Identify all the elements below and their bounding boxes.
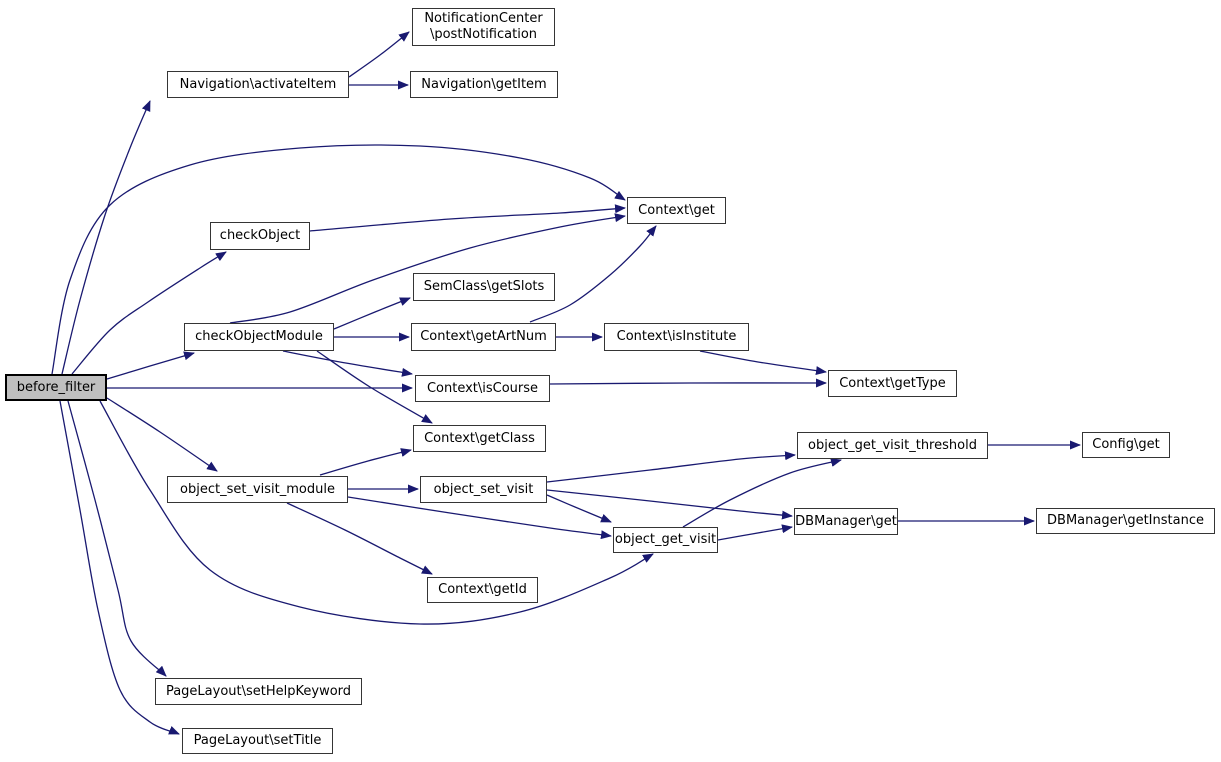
node-semclass_getSlots[interactable] [413, 273, 555, 301]
node-context_getType[interactable] [828, 370, 957, 397]
node-context_isInstitute[interactable] [604, 323, 749, 351]
node-label: checkObjectModule [195, 329, 323, 344]
edge-nav_activateItem-to-nc_postNotification [349, 32, 409, 77]
node-label: DBManager\getInstance [1047, 513, 1204, 528]
node-label: Context\isInstitute [616, 329, 737, 344]
edge-before_filter-to-pl_setHelpKeyword [68, 401, 166, 676]
edge-before_filter-to-checkObject [72, 252, 226, 374]
node-label: object_set_visit_module [180, 481, 335, 497]
node-pl_setHelpKeyword[interactable] [155, 678, 362, 705]
node-context_get[interactable] [627, 197, 726, 224]
node-label: DBManager\get [795, 513, 897, 529]
node-ogv_threshold[interactable] [797, 432, 988, 459]
node-context_isCourse[interactable] [415, 375, 550, 402]
node-label: Context\isCourse [426, 380, 539, 396]
edge-before_filter-to-osv_module [107, 398, 217, 471]
node-object_get_visit[interactable] [613, 527, 718, 553]
edge-osv_module-to-context_getId [287, 503, 432, 574]
node-object_set_visit[interactable] [420, 476, 547, 503]
node-label: PageLayout\setTitle [193, 733, 322, 748]
node-label: SemClass\getSlots [423, 279, 545, 294]
node-context_getArtNum[interactable] [411, 323, 556, 351]
node-label: Context\getArtNum [420, 329, 547, 344]
node-label: Context\getType [839, 375, 946, 391]
node-label: Context\getClass [424, 430, 535, 446]
node-label: \postNotification [429, 27, 538, 42]
edge-checkObjectModule-to-semclass_getSlots [334, 298, 410, 329]
edge-checkObjectModule-to-context_isCourse [283, 351, 412, 374]
edge-context_isInstitute-to-context_getType [700, 351, 826, 372]
edge-object_set_visit-to-object_get_visit [547, 495, 611, 522]
node-checkObjectModule[interactable] [184, 323, 334, 351]
node-label: PageLayout\setHelpKeyword [165, 683, 352, 699]
node-dbmanager_getInstance[interactable] [1036, 508, 1215, 534]
node-label: object_set_visit [433, 481, 534, 497]
node-label: NotificationCenter [424, 11, 543, 26]
node-context_getClass[interactable] [413, 425, 546, 452]
edge-before_filter-to-nav_activateItem [62, 101, 150, 374]
node-dbmanager_get[interactable] [794, 508, 898, 535]
node-label: Context\get [638, 202, 715, 218]
node-pl_setTitle[interactable] [182, 728, 333, 754]
edge-context_isCourse-to-context_getType [550, 383, 826, 384]
node-label: Config\get [1092, 437, 1160, 452]
node-label: Navigation\activateItem [179, 76, 337, 92]
node-before_filter [5, 374, 107, 401]
edge-before_filter-to-checkObjectModule [107, 353, 194, 379]
node-context_getId[interactable] [427, 577, 538, 603]
node-label: checkObject [219, 228, 301, 243]
edge-object_set_visit-to-dbmanager_get [547, 490, 792, 516]
node-nav_getItem[interactable] [410, 71, 558, 98]
edge-object_get_visit-to-dbmanager_get [718, 527, 792, 540]
node-osv_module[interactable] [167, 476, 348, 503]
edge-before_filter-to-object_get_visit [100, 401, 653, 624]
node-label: object_get_visit_threshold [808, 437, 977, 453]
node-label: object_get_visit [614, 532, 717, 547]
edge-object_set_visit-to-ogv_threshold [547, 455, 795, 482]
node-nc_postNotification[interactable] [412, 8, 555, 46]
node-config_get[interactable] [1082, 432, 1170, 458]
edge-checkObject-to-context_get [310, 208, 625, 231]
node-label: before_filter [16, 379, 96, 395]
node-label: Context\getId [438, 582, 527, 597]
edge-osv_module-to-context_getClass [320, 450, 411, 475]
node-label: Navigation\getItem [421, 76, 547, 92]
node-checkObject[interactable] [210, 222, 310, 250]
node-nav_activateItem[interactable] [167, 71, 349, 98]
